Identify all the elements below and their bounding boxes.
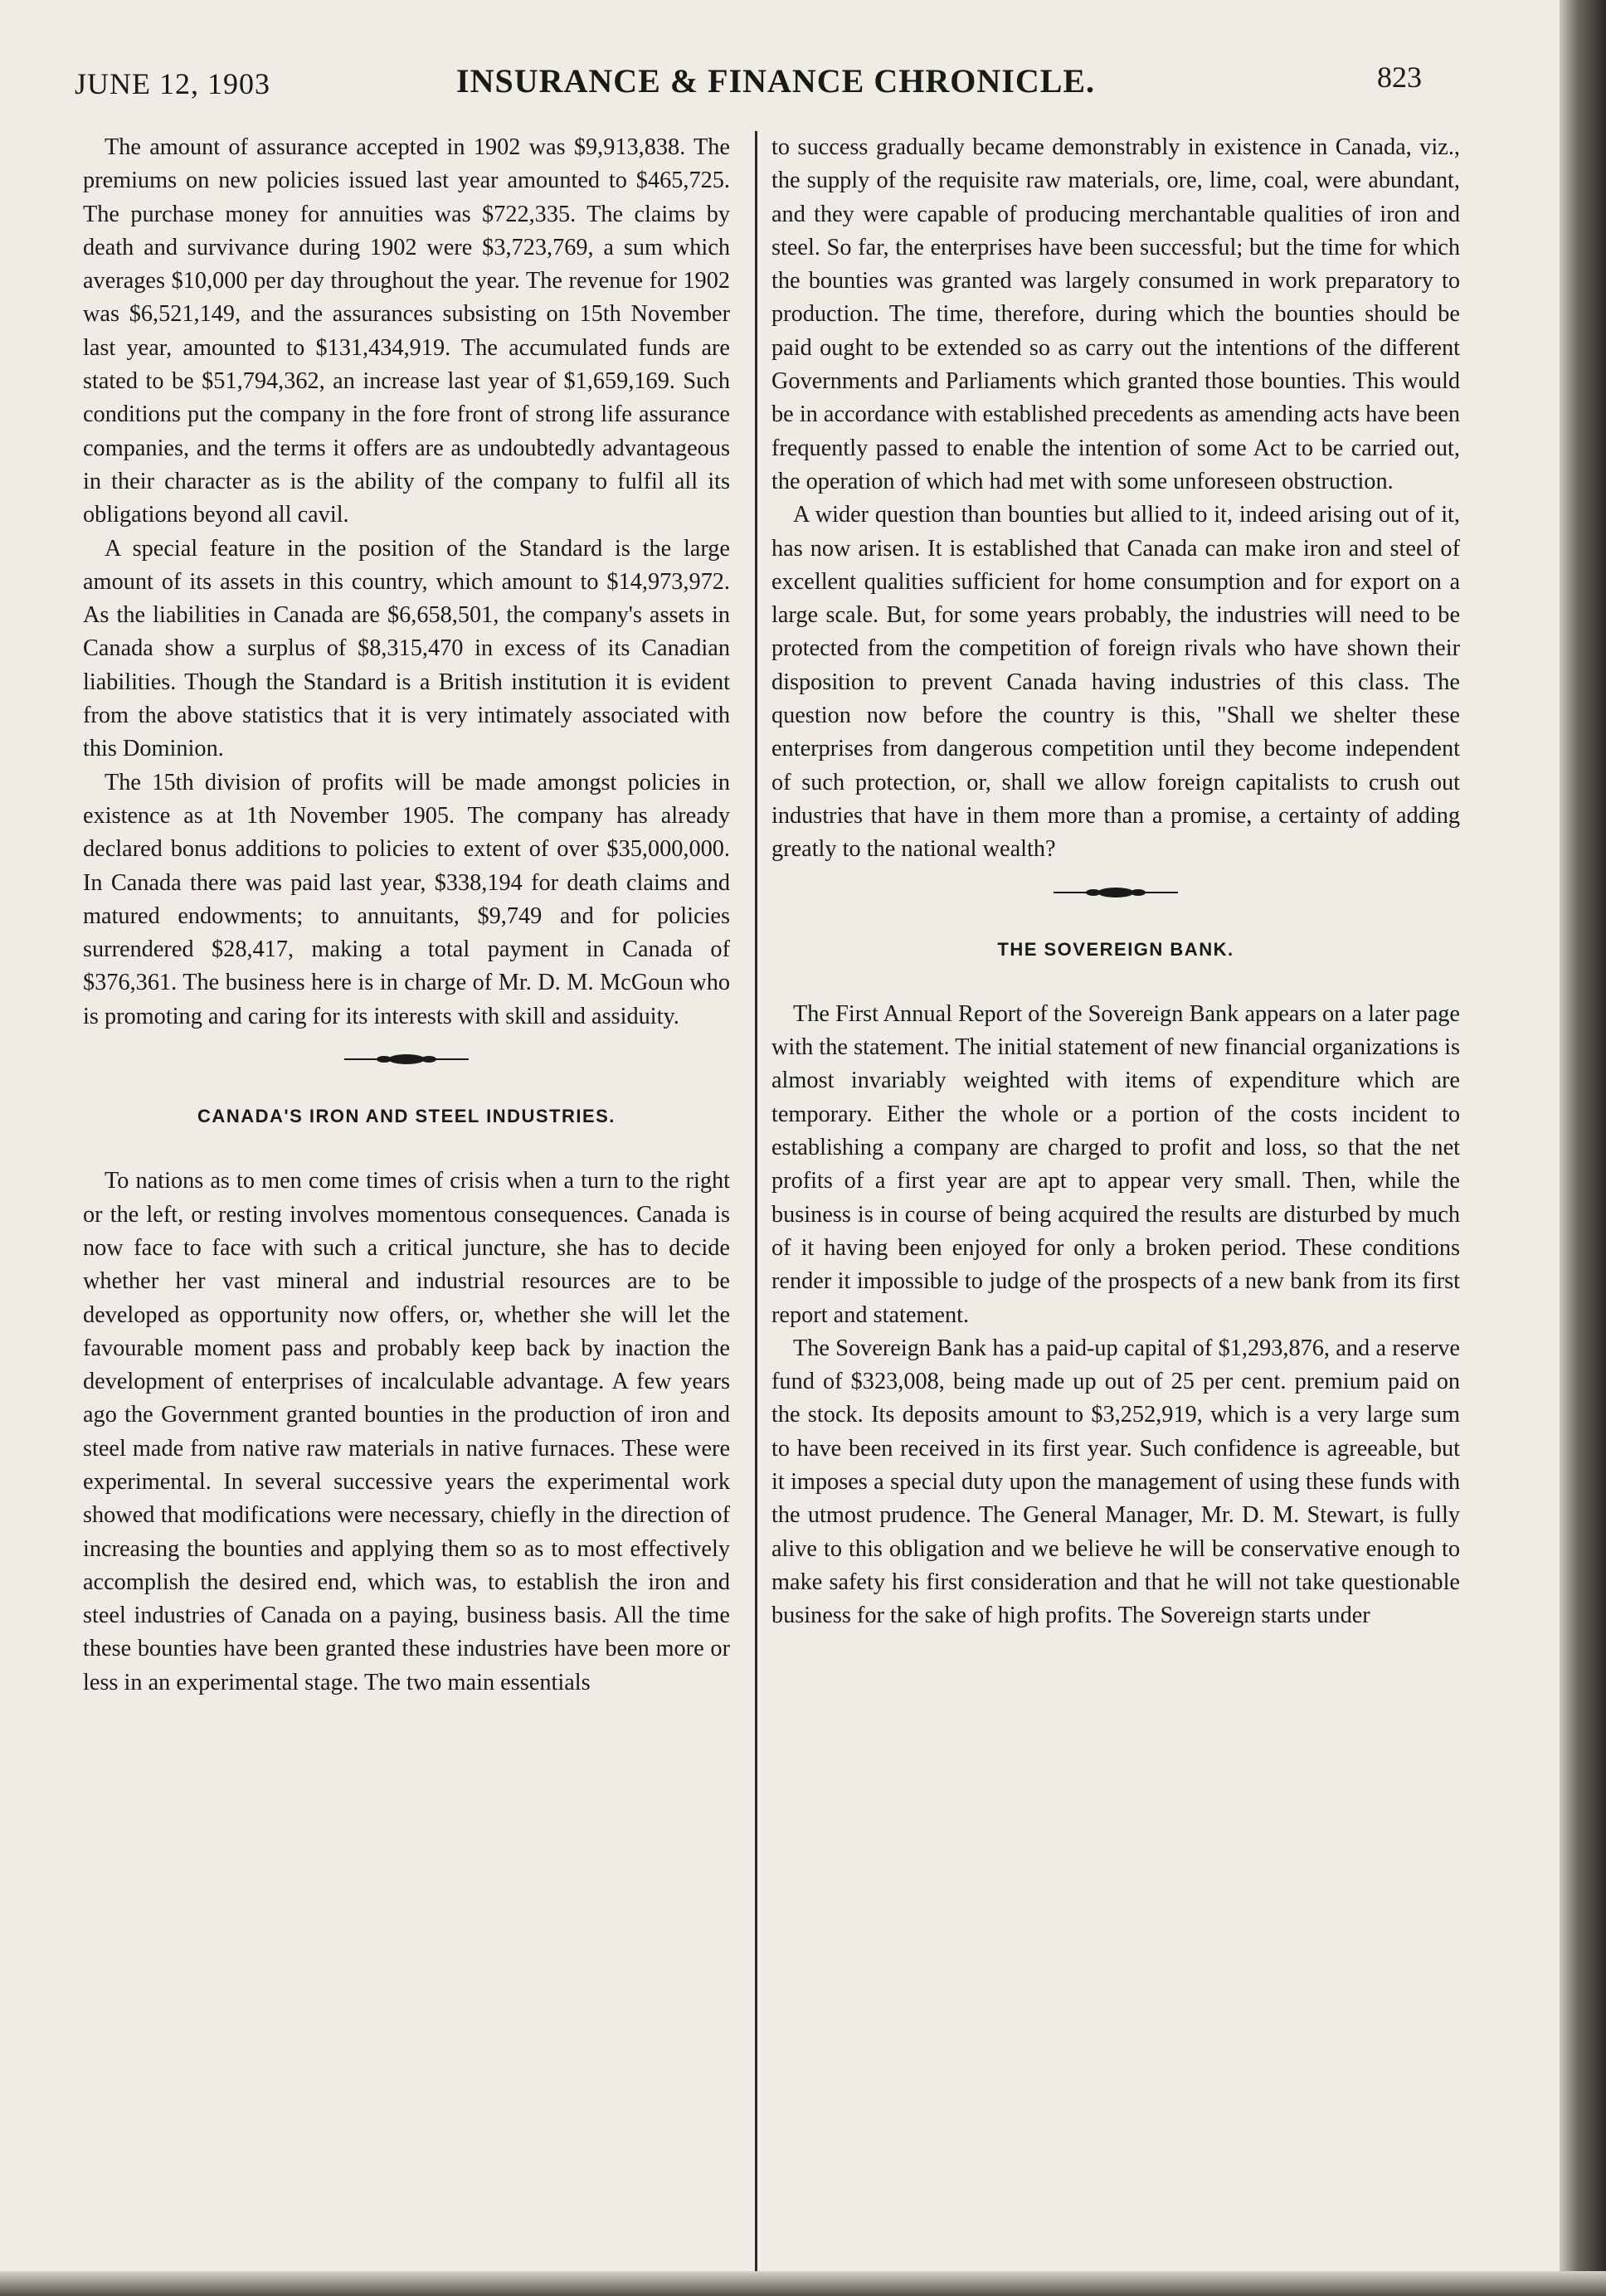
section-ornament (83, 1052, 730, 1067)
issue-date: JUNE 12, 1903 (75, 67, 270, 100)
section-ornament (771, 885, 1460, 900)
section-heading-sovereign-bank: THE SOVEREIGN BANK. (997, 938, 1234, 960)
column-divider (755, 131, 757, 2271)
article-paragraph: A wider question than bounties but allied to it, indeed arising out of it, has now arisen. It is established that Canada can make iron and steel of excellent qualities sufficient for home consumption and for export on a large scale. But, for some years probably, the industries will need to be protected from the competition of foreign rivals who have shown their disposition to prevent Canada having industries of this class. The question now before the country is this, "Shall we shelter these enterprises from dangerous competition until they become independent of such protection, or, shall we allow foreign capitalists to crush out industries that have in them more than a promise, a certainty of adding greatly to the national wealth? (771, 502, 1460, 863)
page-number: 823 (1377, 61, 1422, 94)
left-column (83, 131, 730, 2255)
page-binding-edge (1560, 0, 1606, 2296)
article-paragraph: The First Annual Report of the Sovereign Bank appears on a later page with the statement. The initial statement of new financial organizations is almost invariably weighted with items of expenditure which are temporary. Either the whole or a portion of the costs incident to establishing a company are charged to profit and loss, so that the net profits of a first year are apt to appear very small. Then, while the business is in course of being acquired the results are disturbed by much of it having been enjoyed for only a broken period. These conditions render it impossible to judge of the prospects of a new bank from its first report and statement. (771, 1000, 1460, 1328)
article-paragraph: To nations as to men come times of crisis when a turn to the right or the left, or resting involves momentous consequences. Canada is now face to face with such a critical juncture, she has to decide whether her vast mineral and industrial resources are to be developed as opportunity now offers, or, whether she will let the favourable moment pass and probably keep back by inaction the development of enterprises of incalculable advantage. A few years ago the Government granted bounties in the production of iron and steel made from native raw materials in native furnaces. These were experimental. In several successive years the experimental work showed that modifications were necessary, chiefly in the direction of increasing the bounties and applying them so as to most effectively accomplish the desired end, which was, to establish the iron and steel industries of Canada on a paying, business basis. All the time these bounties have been granted these industries have been more or less in an experimental stage. The two main essentials (83, 1168, 730, 1695)
page-header (75, 58, 1485, 108)
page-bottom-edge (0, 2271, 1606, 2296)
article-paragraph: The amount of assurance accepted in 1902 was $9,913,838. The premiums on new policies issued last year amounted to $465,725. The purchase money for annuities was $722,335. The claims by death and survivance during 1902 were $3,723,769, a sum which averages $10,000 per day throughout the year. The revenue for 1902 was $6,521,149, and the assurances subsisting on 15th November last year, amounted to $131,434,919. The accumulated funds are stated to be $51,794,362, an increase last year of $1,659,169. Such conditions put the company in the fore front of strong life assurance companies, and the terms it offers are as undoubtedly advantageous in their character as is the ability of the company to fulfil all its obligations beyond all cavil. (83, 134, 730, 528)
article-paragraph: The Sovereign Bank has a paid-up capital of $1,293,876, and a reserve fund of $323,008, being made up out of 25 per cent. premium paid on the stock. Its deposits amount to $3,252,919, which is a very large sum to have been received in its first year. Such confidence is agreeable, but it imposes a special duty upon the management of using these funds with the utmost prudence. The General Manager, Mr. D. M. Stewart, is fully alive to this obligation and we believe he will be conservative enough to make safety his first consideration and that he will not take questionable business for the sake of high profits. The Sovereign starts under (771, 1335, 1460, 1629)
right-column (771, 131, 1460, 2255)
article-paragraph: The 15th division of profits will be made amongst policies in existence as at 1th November 1905. The company has already declared bonus additions to policies to extent of over $35,000,000. In Canada there was paid last year, $338,194 for death claims and matured endowments; to annuitants, $9,749 and for policies surrendered $28,417, making a total payment in Canada of $376,361. The business here is in charge of Mr. D. M. McGoun who is promoting and caring for its interests with skill and assiduity. (83, 769, 730, 1029)
article-paragraph: A special feature in the position of the Standard is the large amount of its assets in this country, which amount to $14,973,972. As the liabilities in Canada are $6,658,501, the company's assets in Canada show a surplus of $8,315,470 in excess of its Canadian liabilities. Though the Standard is a British institution it is evident from the above statistics that it is very intimately associated with this Dominion. (83, 535, 730, 762)
publication-title: INSURANCE & FINANCE CHRONICLE. (456, 62, 1096, 100)
section-heading-iron-steel: CANADA'S IRON AND STEEL INDUSTRIES. (197, 1106, 616, 1127)
article-paragraph: to success gradually became demonstrably in existence in Canada, viz., the supply of the requisite raw materials, ore, lime, coal, were abundant, and they were capable of producing merchantable qualities of iron and steel. So far, the enterprises have been successful; but the time for which the bounties was granted was largely consumed in work preparatory to production. The time, therefore, during which the bounties should be paid ought to be extended so as carry out the intentions of the different Governments and Parliaments which granted those bounties. This would be in accordance with established precedents as amending acts have been frequently passed to enable the intention of some Act to be carried out, the operation of which had met with some unforeseen obstruction. (771, 134, 1460, 494)
